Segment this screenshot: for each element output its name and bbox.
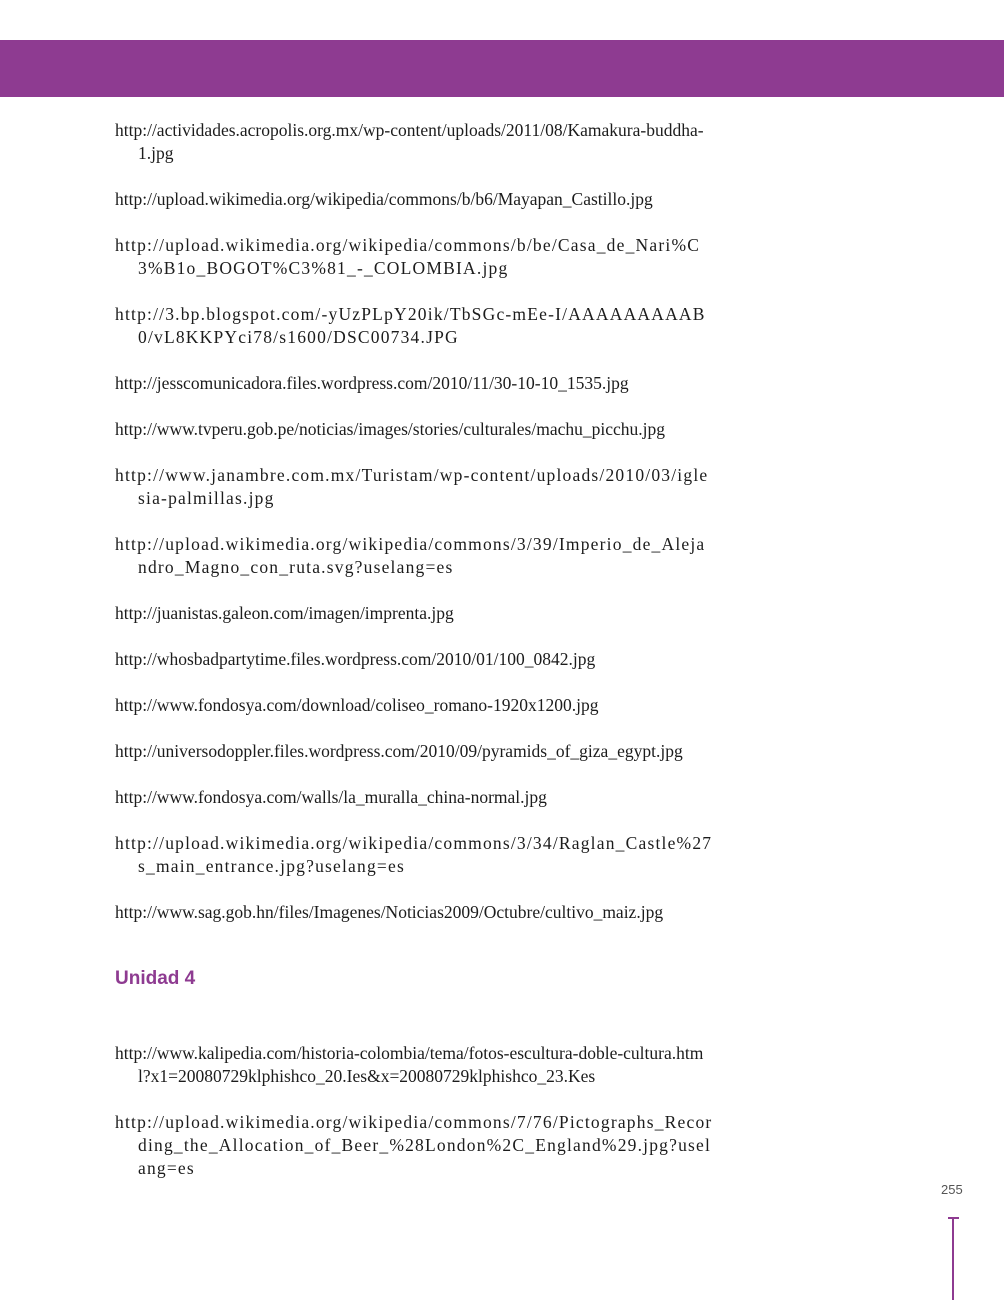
reference-link[interactable]: http://actividades.acropolis.org.mx/wp-content/uploads/2011/08/Kamakura-buddha-1.jpg <box>115 120 704 163</box>
reference-link[interactable]: http://www.fondosya.com/walls/la_muralla_china-normal.jpg <box>115 787 547 807</box>
reference-link[interactable]: http://www.sag.gob.hn/files/Imagenes/Noticias2009/Octubre/cultivo_maiz.jpg <box>115 902 664 922</box>
reference-link[interactable]: http://upload.wikimedia.org/wikipedia/commons/b/be/Casa_de_Nari%C3%B1o_BOGOT%C3%81_-_COLOMBIA.jpg <box>115 235 701 278</box>
top-color-band <box>0 40 1004 97</box>
reference-link[interactable]: http://www.fondosya.com/download/coliseo_romano-1920x1200.jpg <box>115 695 599 715</box>
reference-link[interactable]: http://upload.wikimedia.org/wikipedia/commons/3/39/Imperio_de_Alejandro_Magno_con_ruta.svg?uselang=es <box>115 534 706 577</box>
reference-link[interactable]: http://upload.wikimedia.org/wikipedia/commons/3/34/Raglan_Castle%27s_main_entrance.jpg?uselang=es <box>115 833 713 876</box>
reference-link[interactable]: http://3.bp.blogspot.com/-yUzPLpY20ik/TbSGc-mEe-I/AAAAAAAAAB0/vL8KKPYci78/s1600/DSC00734.JPG <box>115 304 706 347</box>
page-number: 255 <box>941 1182 963 1197</box>
reference-link[interactable]: http://www.janambre.com.mx/Turistam/wp-content/uploads/2010/03/iglesia-palmillas.jpg <box>115 465 709 508</box>
reference-link[interactable]: http://www.tvperu.gob.pe/noticias/images/stories/culturales/machu_picchu.jpg <box>115 419 665 439</box>
reference-link[interactable]: http://upload.wikimedia.org/wikipedia/commons/7/76/Pictographs_Recording_the_Allocation_of_Beer_%28London%2C_England%29.jpg?uselang=es <box>115 1112 713 1178</box>
reference-link[interactable]: http://upload.wikimedia.org/wikipedia/commons/b/b6/Mayapan_Castillo.jpg <box>115 189 653 209</box>
page-marker-rule <box>952 1217 954 1300</box>
reference-link[interactable]: http://www.kalipedia.com/historia-colombia/tema/fotos-escultura-doble-cultura.html?x1=20080729klphishco_20.Ies&x=20080729klphishco_23.Kes <box>115 1043 704 1086</box>
reference-link[interactable]: http://whosbadpartytime.files.wordpress.com/2010/01/100_0842.jpg <box>115 649 596 669</box>
reference-link[interactable]: http://juanistas.galeon.com/imagen/imprenta.jpg <box>115 603 454 623</box>
reference-link[interactable]: http://universodoppler.files.wordpress.com/2010/09/pyramids_of_giza_egypt.jpg <box>115 741 683 761</box>
reference-link[interactable]: http://jesscomunicadora.files.wordpress.com/2010/11/30-10-10_1535.jpg <box>115 373 629 393</box>
section-heading: Unidad 4 <box>115 968 196 989</box>
references-content <box>115 119 715 1203</box>
